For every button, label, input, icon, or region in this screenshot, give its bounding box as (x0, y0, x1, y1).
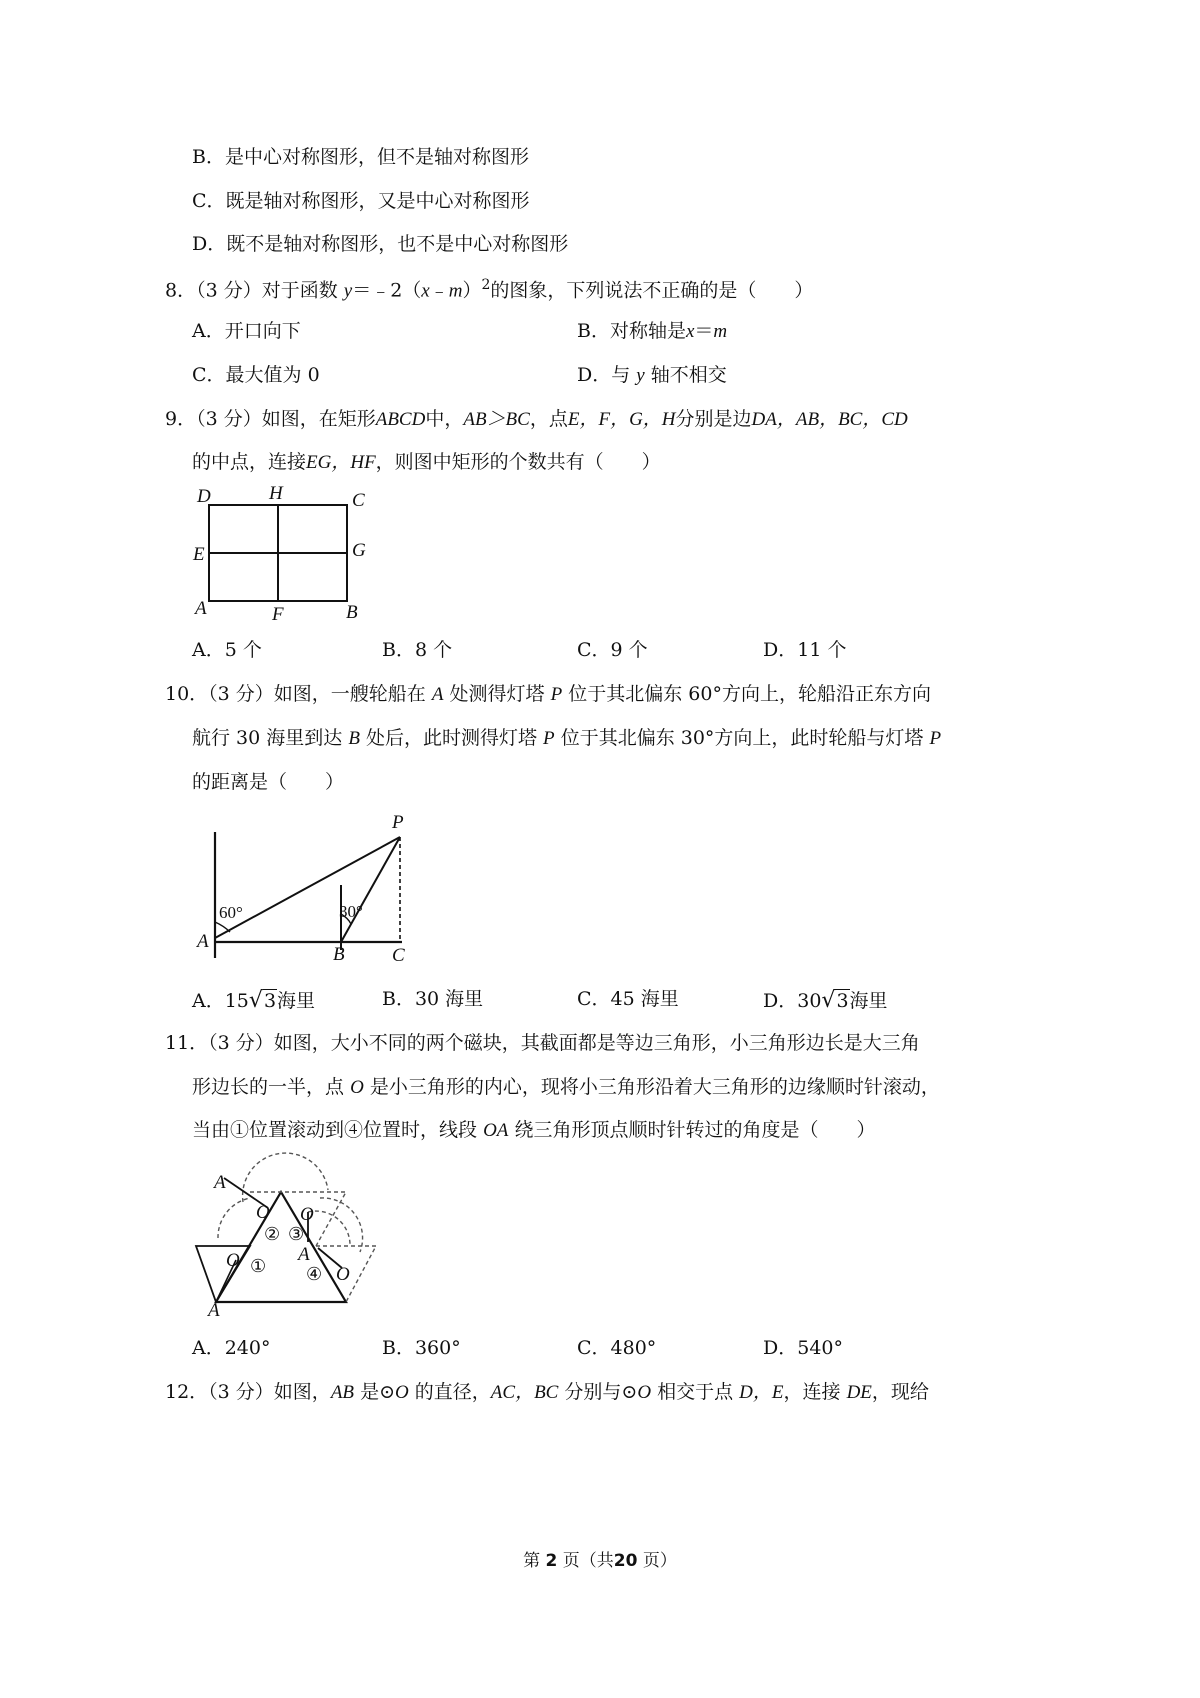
q8-option-d-text: D．与 (577, 364, 631, 386)
label-a-right: A (298, 1244, 310, 1265)
q8-option-a: A．开口向下 (192, 320, 301, 342)
q10-text: 处测得灯塔 (449, 683, 545, 705)
q9-text: 中， (425, 408, 464, 430)
q10-text: 处后，此时测得灯塔 (365, 727, 537, 749)
rolling-arc-3 (320, 1198, 363, 1252)
label-o-2: O (256, 1202, 270, 1223)
q9-text: ，点 (529, 408, 568, 430)
q8-eq: ＝﹣2（ (352, 279, 422, 302)
q11-text: 是小三角形的内心，现将小三角形沿着大三角形的边缘顺时针滚动， (369, 1076, 940, 1098)
label-b: B (346, 602, 358, 623)
q8-minus: ﹣ (429, 279, 449, 302)
label-a: A (197, 931, 209, 952)
q9-text: 的中点，连接 (192, 451, 307, 473)
q12-ab: AB (330, 1382, 355, 1403)
angle-arc-a (215, 922, 230, 932)
label-a: A (195, 598, 207, 619)
q8-paren: ） (462, 279, 482, 302)
q8-option-b-text: B．对称轴是 (577, 320, 686, 342)
q12-de: DE (846, 1382, 872, 1403)
q11-option-a: A．240° (192, 1337, 271, 1359)
q9-option-a: A．5 个 (192, 639, 262, 661)
q12-text: ，连接 (783, 1381, 841, 1403)
q9-option-d: D．11 个 (763, 639, 847, 661)
q10-p: P (929, 728, 942, 749)
q9-text: ，则图中矩形的个数共有（ ） (375, 451, 661, 473)
big-triangle (216, 1192, 346, 1302)
label-o-3: O (300, 1204, 314, 1225)
q9-stem-line1 (165, 410, 908, 429)
q10-text: 10．（3 分）如图，一艘轮船在 (165, 683, 426, 705)
footer-text: 页（共 (562, 1551, 614, 1571)
q8-var-y: y (343, 280, 353, 302)
q8-option-d-y: y (636, 365, 645, 386)
q12-text: ，现给 (871, 1381, 929, 1403)
q8-option-b-m: m (713, 321, 728, 342)
q8-option-b-eq: ＝ (694, 320, 714, 342)
q10-stem-line2 (192, 729, 941, 748)
position-4-marker: ④ (306, 1264, 323, 1284)
q11-option-b: B．360° (382, 1337, 461, 1359)
q9-option-b: B．8 个 (382, 639, 453, 661)
position-3-marker: ③ (288, 1224, 305, 1244)
q11-o: O (350, 1077, 364, 1098)
q10-option-d (763, 990, 888, 1012)
q8-var-m: m (448, 280, 463, 302)
rolling-arc-1 (243, 1153, 328, 1202)
q7-option-d: D．既不是轴对称图形，也不是中心对称图形 (192, 233, 569, 255)
label-e: E (193, 544, 205, 565)
q10-option-d-radicand: 3 (836, 990, 849, 1012)
q10-option-a (192, 990, 315, 1012)
q10-a: A (431, 684, 444, 705)
label-h: H (269, 483, 283, 504)
q8-power: 2 (481, 277, 491, 293)
q11-stem-line2 (192, 1078, 940, 1097)
q9-eg-hf: EG，HF (306, 452, 376, 473)
q10-option-a-radicand: 3 (263, 990, 277, 1012)
rolling-arc-2 (218, 1198, 250, 1238)
q11-stem-line3 (192, 1121, 875, 1140)
q11-option-c: C．480° (577, 1337, 657, 1359)
label-c: C (352, 490, 365, 511)
q12-o: O (637, 1382, 652, 1403)
q10-text: 位于其北偏东 30°方向上，此时轮船与灯塔 (560, 727, 924, 749)
angle-60: 60° (219, 903, 243, 922)
q9-text: 分别是边 (675, 408, 752, 430)
label-f: F (272, 604, 284, 625)
q12-text: 的直径， (414, 1381, 491, 1403)
label-a-bottom: A (208, 1300, 220, 1320)
q8-option-d (577, 366, 727, 385)
q10-text: 位于其北偏东 60°方向上，轮船沿正东方向 (568, 683, 931, 705)
q8-prefix: 8．（3 分）对于函数 (165, 279, 338, 302)
q10-p: P (550, 684, 563, 705)
label-o-1: O (226, 1250, 240, 1271)
q10-stem-line3: 的距离是（ ） (192, 771, 345, 793)
q9-abcd: ABCD (375, 409, 426, 430)
q11-text: 形边长的一半，点 (192, 1076, 345, 1098)
q10-option-d-text: D．30 (763, 990, 822, 1012)
q7-option-b: B．是中心对称图形，但不是轴对称图形 (192, 146, 529, 168)
q9-option-c: C．9 个 (577, 639, 648, 661)
label-p: P (392, 812, 404, 833)
q10-text: 航行 30 海里到达 (192, 727, 343, 749)
q10-p: P (543, 728, 555, 749)
q11-oa: OA (483, 1120, 509, 1141)
q11-option-d: D．540° (763, 1337, 843, 1359)
q8-option-b (577, 322, 727, 341)
page-number: 2 (545, 1551, 558, 1571)
page-footer (0, 1546, 1200, 1571)
q10-option-b: B．30 海里 (382, 988, 484, 1010)
q12-text: 是⊙ (360, 1381, 395, 1403)
q8-option-c: C．最大值为 0 (192, 364, 320, 386)
q10-figure (190, 810, 430, 970)
q12-de: D，E (739, 1382, 784, 1403)
q11-figure (188, 1150, 388, 1325)
sqrt-symbol: √3 (248, 988, 277, 1013)
q11-text: 绕三角形顶点顺时针转过的角度是（ ） (514, 1119, 876, 1141)
q8-var-x: x (421, 280, 430, 302)
total-pages: 20 (613, 1551, 638, 1571)
q12-text: 12．（3 分）如图， (165, 1381, 331, 1403)
label-b: B (333, 944, 345, 965)
q11-stem-line1: 11．（3 分）如图，大小不同的两个磁块，其截面都是等边三角形，小三角形边长是大三角 (165, 1032, 920, 1054)
position-1-marker: ① (250, 1256, 267, 1276)
label-g: G (352, 540, 366, 561)
position-2-marker: ② (264, 1224, 281, 1244)
q10-option-a-text: A．15 (192, 990, 249, 1012)
footer-text: 页） (642, 1551, 677, 1571)
q10-option-d-unit: 海里 (849, 990, 888, 1012)
q9-ab-gt-bc: AB＞BC (463, 409, 530, 430)
q7-option-c: C．既是轴对称图形，又是中心对称图形 (192, 190, 530, 212)
q9-efgh: E，F，G，H (567, 409, 676, 430)
q10-b: B (348, 728, 360, 749)
q12-o: O (395, 1382, 409, 1403)
q10-option-a-unit: 海里 (277, 990, 316, 1012)
footer-text: 第 (523, 1551, 541, 1571)
q11-text: 当由①位置滚动到④位置时，线段 (192, 1119, 478, 1141)
sqrt-symbol: √3 (821, 988, 849, 1013)
small-triangle-1 (196, 1246, 250, 1302)
q10-stem-line1 (165, 685, 931, 704)
q9-text: 9．（3 分）如图，在矩形 (165, 408, 376, 430)
q9-figure (185, 480, 385, 630)
q8-suffix: 的图象，下列说法不正确的是（ ） (490, 279, 814, 302)
q12-text: 分别与⊙ (564, 1381, 638, 1403)
q8-option-b-x: x (685, 321, 695, 342)
angle-30: 30° (339, 902, 363, 921)
label-d: D (197, 486, 211, 507)
rolling-arc-4 (308, 1211, 350, 1246)
q12-stem-line1 (165, 1383, 929, 1402)
label-c: C (392, 945, 405, 965)
q12-ac-bc: AC，BC (490, 1382, 559, 1403)
q8-option-d-post: 轴不相交 (650, 364, 727, 386)
q10-option-c: C．45 海里 (577, 988, 679, 1010)
label-o-4: O (336, 1264, 350, 1285)
q12-text: 相交于点 (657, 1381, 734, 1403)
q9-stem-line2 (192, 453, 661, 472)
label-a-top: A (214, 1172, 226, 1193)
q9-sides: DA，AB，BC，CD (751, 409, 908, 430)
q8-stem (165, 278, 813, 300)
